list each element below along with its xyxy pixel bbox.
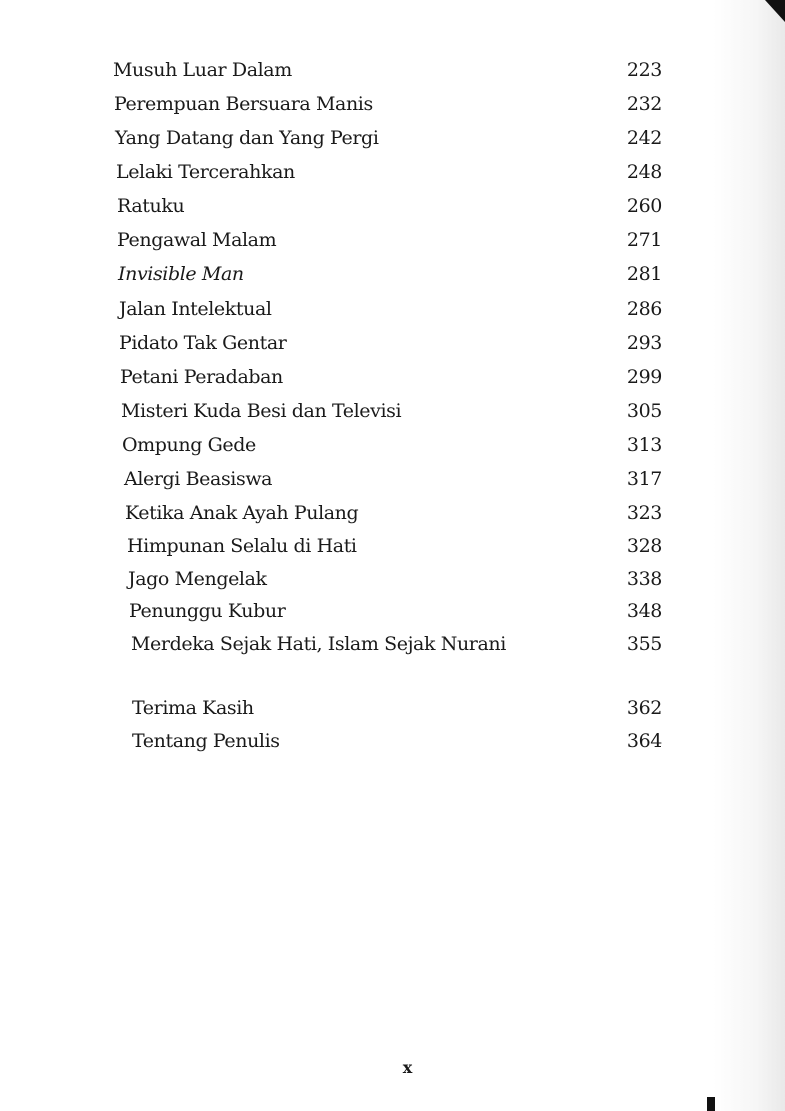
toc-entry-title: Ompung Gede [122, 434, 256, 456]
toc-entry [125, 500, 662, 526]
toc-entry [132, 728, 662, 754]
toc-entry-page-number: 293 [626, 332, 662, 354]
toc-entry-title: Lelaki Tercerahkan [116, 161, 295, 183]
toc-entry-title: Pengawal Malam [117, 229, 277, 251]
toc-entry-title: Penunggu Kubur [129, 600, 286, 622]
toc-entry-page-number: 248 [626, 161, 662, 183]
toc-entry [128, 566, 662, 592]
toc-entry-title: Jalan Intelektual [119, 298, 272, 320]
toc-entry [129, 598, 662, 624]
toc-entry-page-number: 317 [626, 468, 662, 490]
toc-entry-page-number: 260 [626, 195, 662, 217]
toc-entry-page-number: 355 [626, 633, 662, 655]
toc-entry [117, 227, 662, 253]
toc-entry-page-number: 313 [626, 434, 662, 456]
toc-entry [117, 193, 662, 219]
toc-entry-page-number: 364 [626, 730, 662, 752]
toc-entry [113, 57, 662, 83]
toc-entry-page-number: 328 [626, 535, 662, 557]
toc-entry-title: Terima Kasih [132, 697, 254, 719]
toc-entry-page-number: 348 [626, 600, 662, 622]
toc-entry [124, 466, 662, 492]
toc-entry [131, 631, 662, 657]
toc-entry [119, 330, 662, 356]
toc-entry [122, 432, 662, 458]
toc-entry-page-number: 299 [626, 366, 662, 388]
toc-entry-title: Musuh Luar Dalam [113, 59, 292, 81]
toc-entry-title: Tentang Penulis [132, 730, 280, 752]
toc-entry-title: Misteri Kuda Besi dan Televisi [121, 400, 402, 422]
toc-entry-page-number: 286 [626, 298, 662, 320]
toc-entry-page-number: 362 [626, 697, 662, 719]
toc-entry-title: Perempuan Bersuara Manis [114, 93, 373, 115]
toc-entry-title: Yang Datang dan Yang Pergi [115, 127, 379, 149]
toc-entry-page-number: 323 [626, 502, 662, 524]
toc-entry-title: Ketika Anak Ayah Pulang [125, 502, 359, 524]
toc-entry-page-number: 223 [626, 59, 662, 81]
toc-entry [121, 398, 662, 424]
toc-entry-title: Ratuku [117, 195, 185, 217]
toc-entry-title: Alergi Beasiswa [124, 468, 273, 490]
page-number: x [402, 1058, 413, 1077]
toc-entry-title: Merdeka Sejak Hati, Islam Sejak Nurani [131, 633, 506, 655]
toc-entry-page-number: 338 [626, 568, 662, 590]
toc-entry [119, 296, 662, 322]
toc-entry-page-number: 242 [626, 127, 662, 149]
toc-entry-title: Petani Peradaban [120, 366, 283, 388]
toc-entry [116, 159, 662, 185]
toc-entry [120, 364, 662, 390]
toc-entry [127, 533, 662, 559]
toc-entry-title: Invisible Man [118, 263, 244, 285]
toc-entry [132, 695, 662, 721]
toc-entry-title: Pidato Tak Gentar [119, 332, 287, 354]
toc-entry-title: Himpunan Selalu di Hati [127, 535, 357, 557]
toc-entry [114, 91, 662, 117]
toc-entry [115, 125, 662, 151]
toc-entry-page-number: 281 [626, 263, 662, 285]
toc-entry-page-number: 232 [626, 93, 662, 115]
toc-entry-page-number: 305 [626, 400, 662, 422]
toc-entry [118, 261, 662, 287]
toc-entry-title: Jago Mengelak [128, 568, 267, 590]
toc-entry-page-number: 271 [626, 229, 662, 251]
